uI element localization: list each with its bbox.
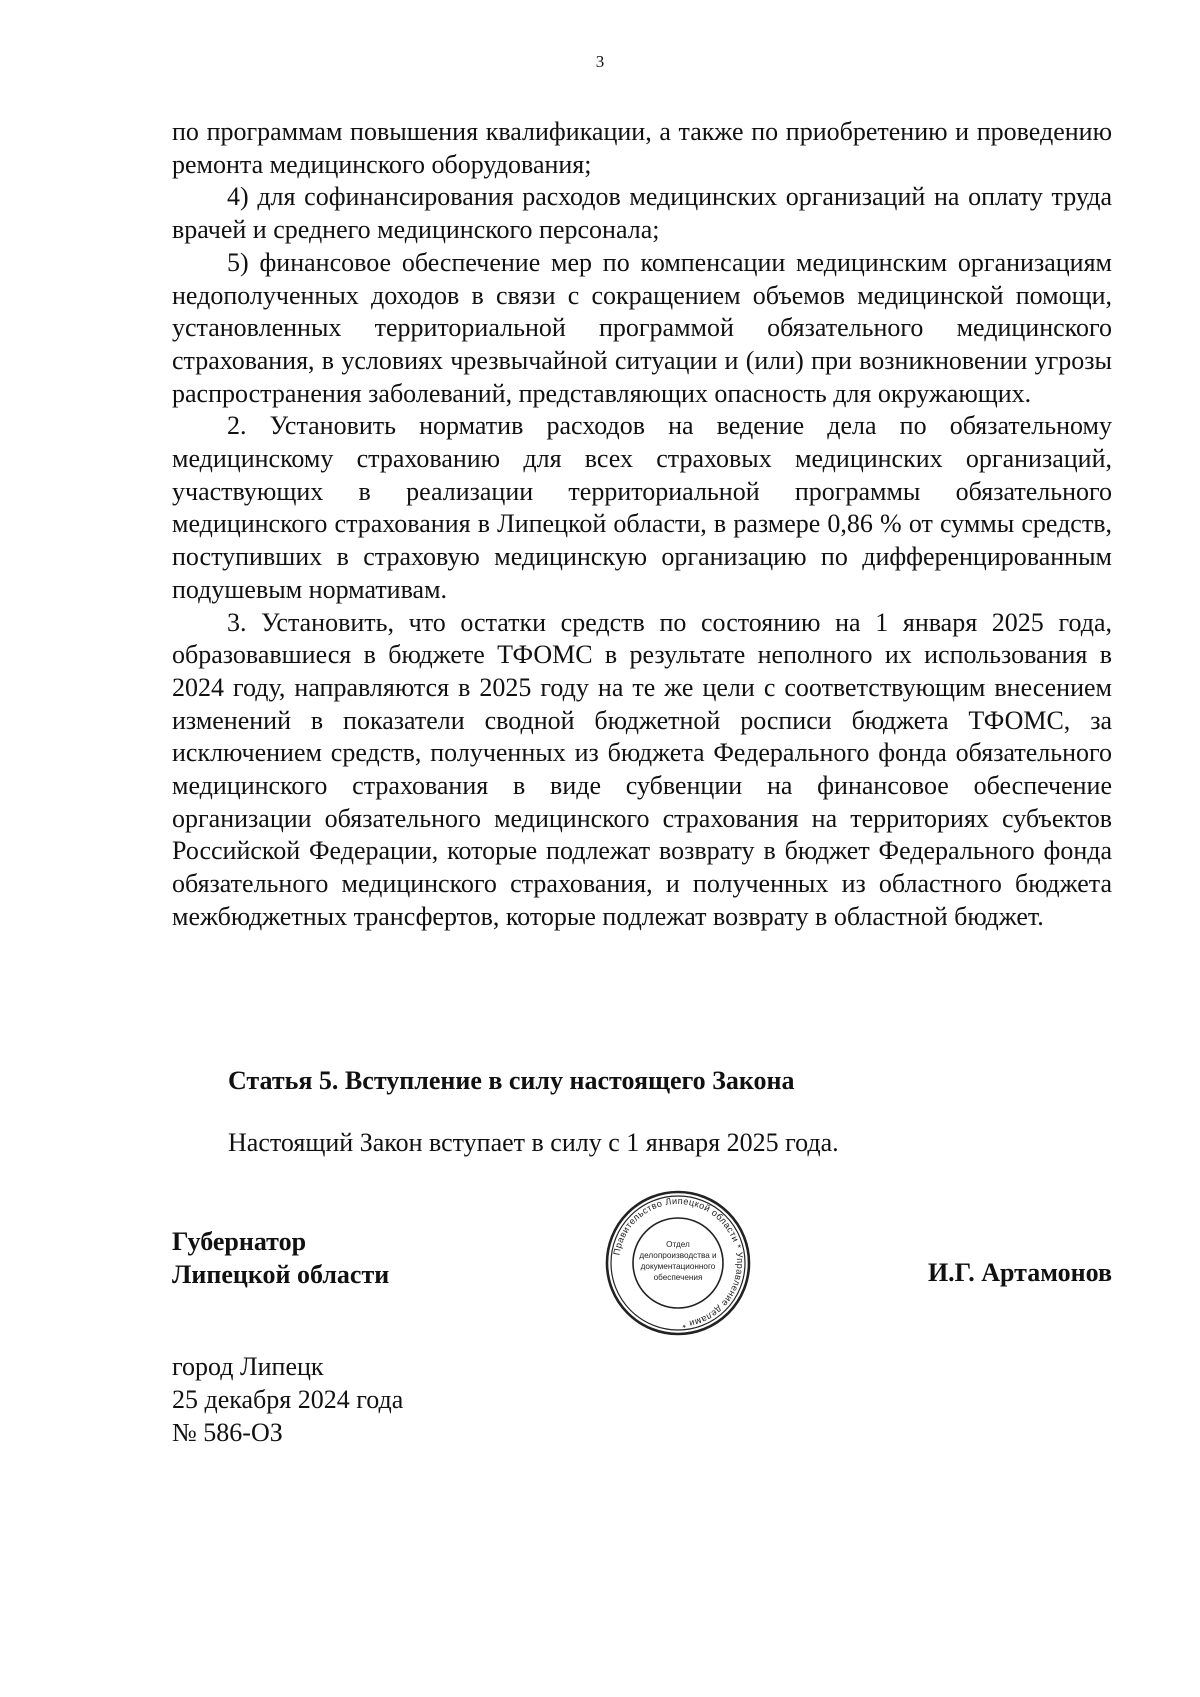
official-stamp <box>603 1188 753 1338</box>
article-text: Настоящий Закон вступает в силу с 1 января 2025 года. <box>228 1128 839 1157</box>
page-number: 3 <box>595 52 605 71</box>
signer-name: И.Г. Артамонов <box>927 1258 1112 1287</box>
stamp-center-line-3: документационного <box>640 1262 716 1271</box>
signer-position-line-2: Липецкой области <box>172 1260 390 1289</box>
paragraph-continuation: по программам повышения квалификации, а также по приобретению и проведению ремонта медицинского оборудования; <box>172 117 1112 179</box>
paragraph-item-4: 4) для софинансирования расходов медицинских организаций на оплату труда врачей и среднего медицинского персонала; <box>172 182 1112 245</box>
stamp-center-line-1: Отдел <box>666 1240 690 1249</box>
paragraph-item-5: 5) финансовое обеспечение мер по компенсации медицинским организациям недополученных доходов в связи с сокращением объемов медицинской помощи, установленных территориальной программой обязательного медицинского страхования, в условиях чрезвычайной ситуации и (или) при возникновении угрозы распространения заболеваний, представляющих опасность для окружающих. <box>172 247 1112 408</box>
footer-city: город Липецк <box>172 1352 324 1381</box>
document-footer <box>172 1350 403 1449</box>
stamp-center-line-4: обеспечения <box>653 1273 703 1282</box>
paragraph-point-2: 2. Установить норматив расходов на ведение дела по обязательному медицинскому страхованию для всех страховых медицинских организаций, участвующих в реализации территориальной программы обязательного медицинского страхования в Липецкой области, в размере 0,86 % от суммы средств, поступивших в страховую медицинскую организацию по дифференцированным подушевым нормативам. <box>172 411 1112 604</box>
stamp-center-line-2: делопроизводства и <box>639 1251 717 1260</box>
article-title: Статья 5. Вступление в силу настоящего Закона <box>228 1066 795 1095</box>
document-body <box>172 116 1112 934</box>
stamp-outer-text: Правительство Липецкой области * Управление делами * <box>611 1195 746 1330</box>
footer-date: 25 декабря 2024 года <box>172 1385 404 1414</box>
footer-number: № 586-ОЗ <box>172 1418 283 1447</box>
signer-position-line-1: Губернатор <box>172 1227 307 1256</box>
paragraph-point-3: 3. Установить, что остатки средств по состоянию на 1 января 2025 года, образовавшиеся в бюджете ТФОМС в результате неполного их использования в 2024 году, направляются в 2025 году на те же цели с соответствующим внесением изменений в показатели сводной бюджетной росписи бюджета ТФОМС, за исключением средств, полученных из бюджета Федерального фонда обязательного медицинского страхования в виде субвенции на финансовое обеспечение организации обязательного медицинского страхования на территориях субъектов Российской Федерации, которые подлежат возврату в бюджет Федерального фонда обязательного медицинского страхования, и полученных из областного бюджета межбюджетных трансфертов, которые подлежат возврату в областной бюджет. <box>172 607 1112 931</box>
signer-position <box>172 1225 389 1291</box>
stamp-graphic <box>603 1188 753 1338</box>
